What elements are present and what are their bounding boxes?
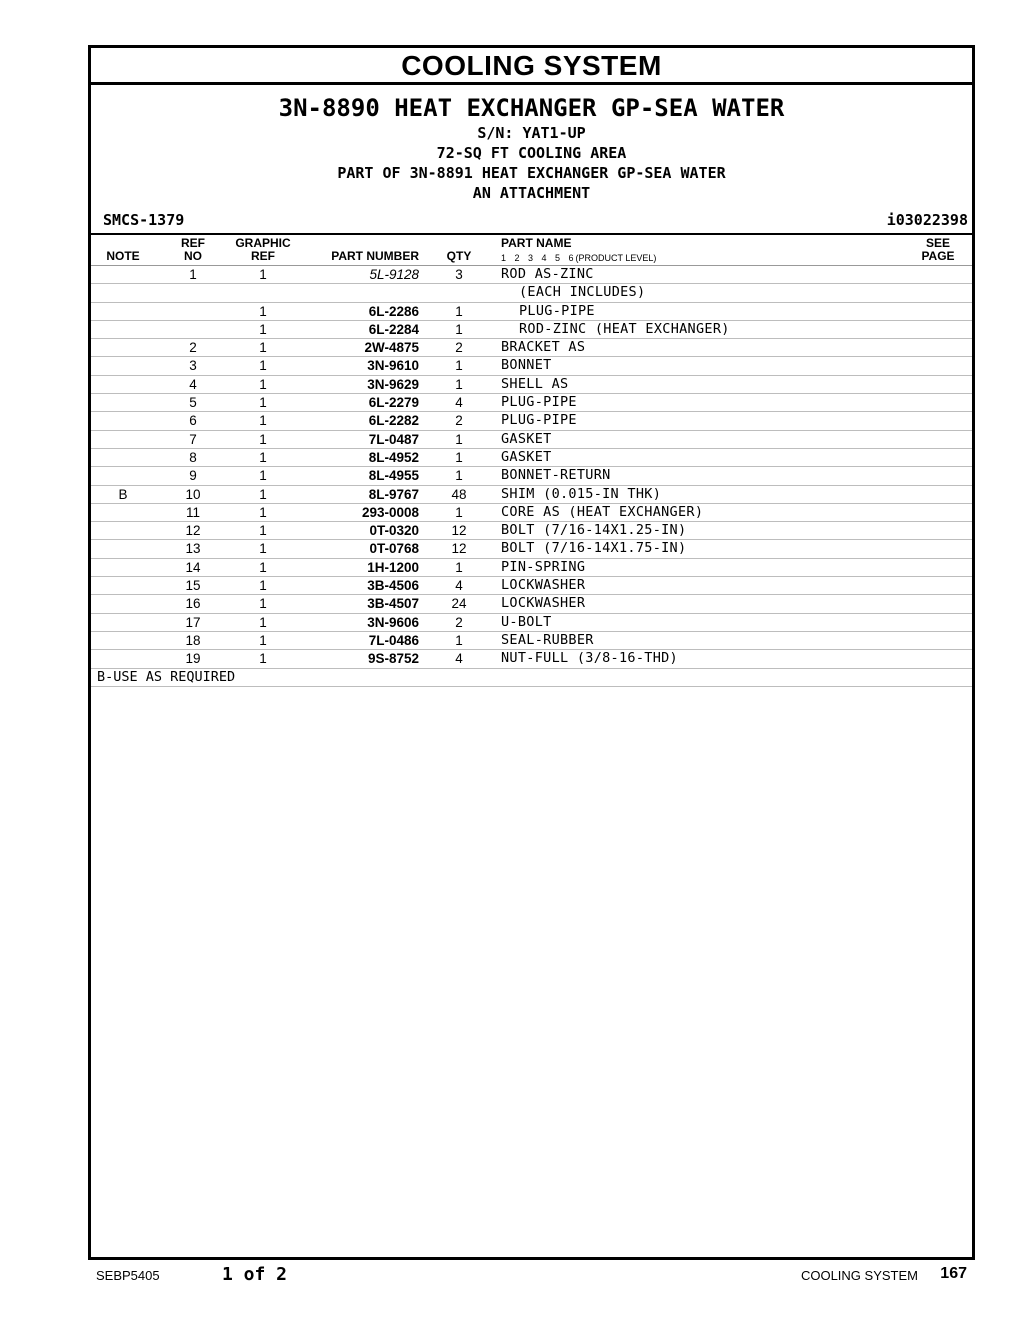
row-qty: 4 <box>455 578 463 594</box>
row-part-number: 6L-2282 <box>368 413 419 429</box>
row-part-name: ROD AS-ZINC <box>501 266 594 282</box>
row-qty: 24 <box>451 596 467 612</box>
table-row <box>91 467 972 485</box>
row-qty: 2 <box>455 340 463 356</box>
row-qty: 48 <box>451 486 467 502</box>
row-part-number: 0T-0320 <box>369 523 419 539</box>
table-row <box>91 540 972 558</box>
row-graphic-ref: 1 <box>259 596 267 612</box>
row-qty: 2 <box>455 413 463 429</box>
footer-page-number: 167 <box>940 1265 967 1282</box>
row-part-name: BONNET-RETURN <box>501 467 611 484</box>
row-qty: 1 <box>455 358 463 374</box>
row-qty: 1 <box>455 431 463 447</box>
row-graphic-ref: 1 <box>259 449 267 465</box>
header-ref <box>161 237 225 263</box>
row-ref-no: 8 <box>189 449 197 465</box>
row-part-number: 8L-9767 <box>368 486 419 502</box>
row-part-number: 9S-8752 <box>367 651 419 667</box>
serial-number-line: S/N: YAT1-UP <box>477 124 586 142</box>
row-part-number: 0T-0768 <box>369 541 419 557</box>
row-part-name: NUT-FULL (3/8-16-THD) <box>501 650 678 667</box>
row-part-number: 6L-2286 <box>368 303 419 319</box>
table-row <box>91 449 972 467</box>
row-graphic-ref: 1 <box>259 321 267 337</box>
row-graphic-ref: 1 <box>259 559 267 575</box>
header-graphic-ref <box>225 237 301 263</box>
table-row <box>91 614 972 632</box>
table-row <box>91 303 972 321</box>
row-qty: 1 <box>455 321 463 337</box>
table-body <box>91 266 972 669</box>
row-graphic-ref: 1 <box>259 651 267 667</box>
header-part-name: PART NAME <box>501 236 572 250</box>
row-graphic-ref: 1 <box>259 431 267 447</box>
footer-section: COOLING SYSTEM <box>800 1268 918 1283</box>
smcs-row <box>91 211 972 233</box>
table-header <box>91 235 972 266</box>
row-part-name: BONNET <box>501 357 552 374</box>
row-graphic-ref: 1 <box>259 468 267 484</box>
parts-table <box>91 233 972 687</box>
row-part-name: PLUG-PIPE <box>501 394 577 411</box>
table-row <box>91 376 972 394</box>
row-ref-no: 15 <box>185 578 201 594</box>
row-graphic-ref: 1 <box>259 578 267 594</box>
table-row <box>91 412 972 430</box>
table-row <box>91 321 972 339</box>
row-part-number: 1H-1200 <box>367 559 419 575</box>
row-qty: 1 <box>455 632 463 648</box>
part-of-line: PART OF 3N-8891 HEAT EXCHANGER GP-SEA WATER <box>337 164 726 182</box>
row-graphic-ref: 1 <box>259 267 267 282</box>
row-part-number: 8L-4955 <box>368 468 419 484</box>
row-qty: 1 <box>455 376 463 392</box>
row-part-number: 6L-2279 <box>368 395 419 411</box>
row-ref-no: 3 <box>189 358 197 374</box>
row-ref-no: 5 <box>189 395 197 411</box>
row-graphic-ref: 1 <box>259 413 267 429</box>
footnote: B-USE AS REQUIRED <box>91 669 972 687</box>
section-title: COOLING SYSTEM <box>91 48 972 85</box>
table-row <box>91 577 972 595</box>
header-ref-line1: REF <box>181 236 205 250</box>
row-qty: 1 <box>455 559 463 575</box>
row-graphic-ref: 1 <box>259 395 267 411</box>
row-ref-no: 13 <box>185 541 201 557</box>
row-graphic-ref: 1 <box>259 541 267 557</box>
group-title: 3N-8890 HEAT EXCHANGER GP-SEA WATER <box>278 94 785 122</box>
table-row <box>91 284 972 302</box>
header-graphic-line1: GRAPHIC <box>235 236 291 250</box>
header-product-levels <box>501 253 656 263</box>
row-part-name: BOLT (7/16-14X1.75-IN) <box>501 540 687 557</box>
table-row <box>91 559 972 577</box>
row-graphic-ref: 1 <box>259 303 267 319</box>
row-part-number: 2W-4875 <box>364 340 419 356</box>
row-ref-no: 14 <box>185 559 201 575</box>
header-note: NOTE <box>106 249 140 263</box>
table-row <box>91 504 972 522</box>
table-row <box>91 431 972 449</box>
row-graphic-ref: 1 <box>259 376 267 392</box>
row-qty: 4 <box>455 395 463 411</box>
row-qty: 1 <box>455 468 463 484</box>
row-qty: 3 <box>455 267 463 282</box>
header-see-line2: PAGE <box>921 249 955 263</box>
row-part-name: GASKET <box>501 430 552 447</box>
cooling-area-line: 72-SQ FT COOLING AREA <box>436 144 627 162</box>
row-note: B <box>118 486 128 502</box>
row-graphic-ref: 1 <box>259 504 267 520</box>
table-row <box>91 595 972 613</box>
row-ref-no: 10 <box>185 486 201 502</box>
page-frame <box>88 45 975 1260</box>
row-part-number: 293-0008 <box>361 504 419 520</box>
row-part-name: LOCKWASHER <box>501 595 586 612</box>
row-graphic-ref: 1 <box>259 340 267 356</box>
row-part-number: 7L-0487 <box>368 431 419 447</box>
row-ref-no: 11 <box>185 504 200 520</box>
illustration-id: i03022398 <box>886 211 968 229</box>
header-part-number: PART NUMBER <box>331 249 419 263</box>
row-part-name: LOCKWASHER <box>501 577 586 594</box>
row-graphic-ref: 1 <box>259 486 267 502</box>
row-ref-no: 4 <box>189 376 197 392</box>
header-see-line1: SEE <box>925 236 950 250</box>
row-part-name: SHELL AS <box>501 375 569 392</box>
page-footer <box>0 1262 1020 1292</box>
row-ref-no: 12 <box>185 523 201 539</box>
header-graphic-line2: REF <box>251 249 275 263</box>
row-ref-no: 19 <box>185 651 201 667</box>
row-part-name: SHIM (0.015-IN THK) <box>501 485 662 502</box>
row-part-number: 3N-9629 <box>367 376 419 392</box>
row-part-number: 3N-9606 <box>367 614 419 630</box>
row-part-name: PLUG-PIPE <box>519 302 595 319</box>
row-ref-no: 16 <box>185 596 201 612</box>
row-part-number: 6L-2284 <box>368 321 419 337</box>
row-ref-no: 2 <box>189 340 197 356</box>
header-level-numbers: 1 2 3 4 5 6 <box>501 253 574 263</box>
row-ref-no: 6 <box>189 413 197 429</box>
row-part-number: 3B-4507 <box>367 596 419 612</box>
row-part-number: 8L-4952 <box>368 449 419 465</box>
row-qty: 1 <box>455 504 463 520</box>
row-ref-no: 7 <box>189 431 197 447</box>
table-row <box>91 357 972 375</box>
row-ref-no: 17 <box>185 614 201 630</box>
row-part-name: CORE AS (HEAT EXCHANGER) <box>501 503 704 520</box>
row-ref-no: 9 <box>189 468 197 484</box>
row-qty: 12 <box>451 523 467 539</box>
row-part-name: BRACKET AS <box>501 339 586 356</box>
row-part-number: 5L-9128 <box>369 267 419 282</box>
row-qty: 4 <box>455 651 463 667</box>
table-row <box>91 632 972 650</box>
row-graphic-ref: 1 <box>259 523 267 539</box>
row-ref-no: 1 <box>189 267 197 282</box>
row-part-name: ROD-ZINC (HEAT EXCHANGER) <box>519 320 730 337</box>
table-row <box>91 486 972 504</box>
footer-page-count: 1 of 2 <box>222 1264 288 1285</box>
row-graphic-ref: 1 <box>259 632 267 648</box>
row-qty: 12 <box>451 541 467 557</box>
row-graphic-ref: 1 <box>259 358 267 374</box>
header-see-page <box>918 237 958 263</box>
footer-doc-id: SEBP5405 <box>96 1268 160 1283</box>
row-qty: 1 <box>455 449 463 465</box>
row-qty: 2 <box>455 614 463 630</box>
row-part-number: 3N-9610 <box>367 358 419 374</box>
table-row <box>91 339 972 357</box>
table-row <box>91 650 972 668</box>
smcs-code: SMCS-1379 <box>103 211 185 229</box>
row-part-name: GASKET <box>501 448 552 465</box>
header-ref-line2: NO <box>184 249 202 263</box>
row-part-name: U-BOLT <box>501 613 552 630</box>
row-part-name: (EACH INCLUDES) <box>519 284 646 301</box>
header-product-level-label: (PRODUCT LEVEL) <box>575 253 657 263</box>
row-ref-no: 18 <box>185 632 201 648</box>
row-part-name: BOLT (7/16-14X1.25-IN) <box>501 522 687 539</box>
row-part-name: PIN-SPRING <box>501 558 586 575</box>
table-row <box>91 522 972 540</box>
header-qty: QTY <box>446 249 472 263</box>
table-row <box>91 266 972 284</box>
row-part-number: 3B-4506 <box>367 578 419 594</box>
row-qty: 1 <box>455 303 463 319</box>
row-part-name: SEAL-RUBBER <box>501 631 594 648</box>
row-part-name: PLUG-PIPE <box>501 412 577 429</box>
row-graphic-ref: 1 <box>259 614 267 630</box>
attachment-line: AN ATTACHMENT <box>472 184 591 202</box>
row-part-number: 7L-0486 <box>368 632 419 648</box>
table-row <box>91 394 972 412</box>
